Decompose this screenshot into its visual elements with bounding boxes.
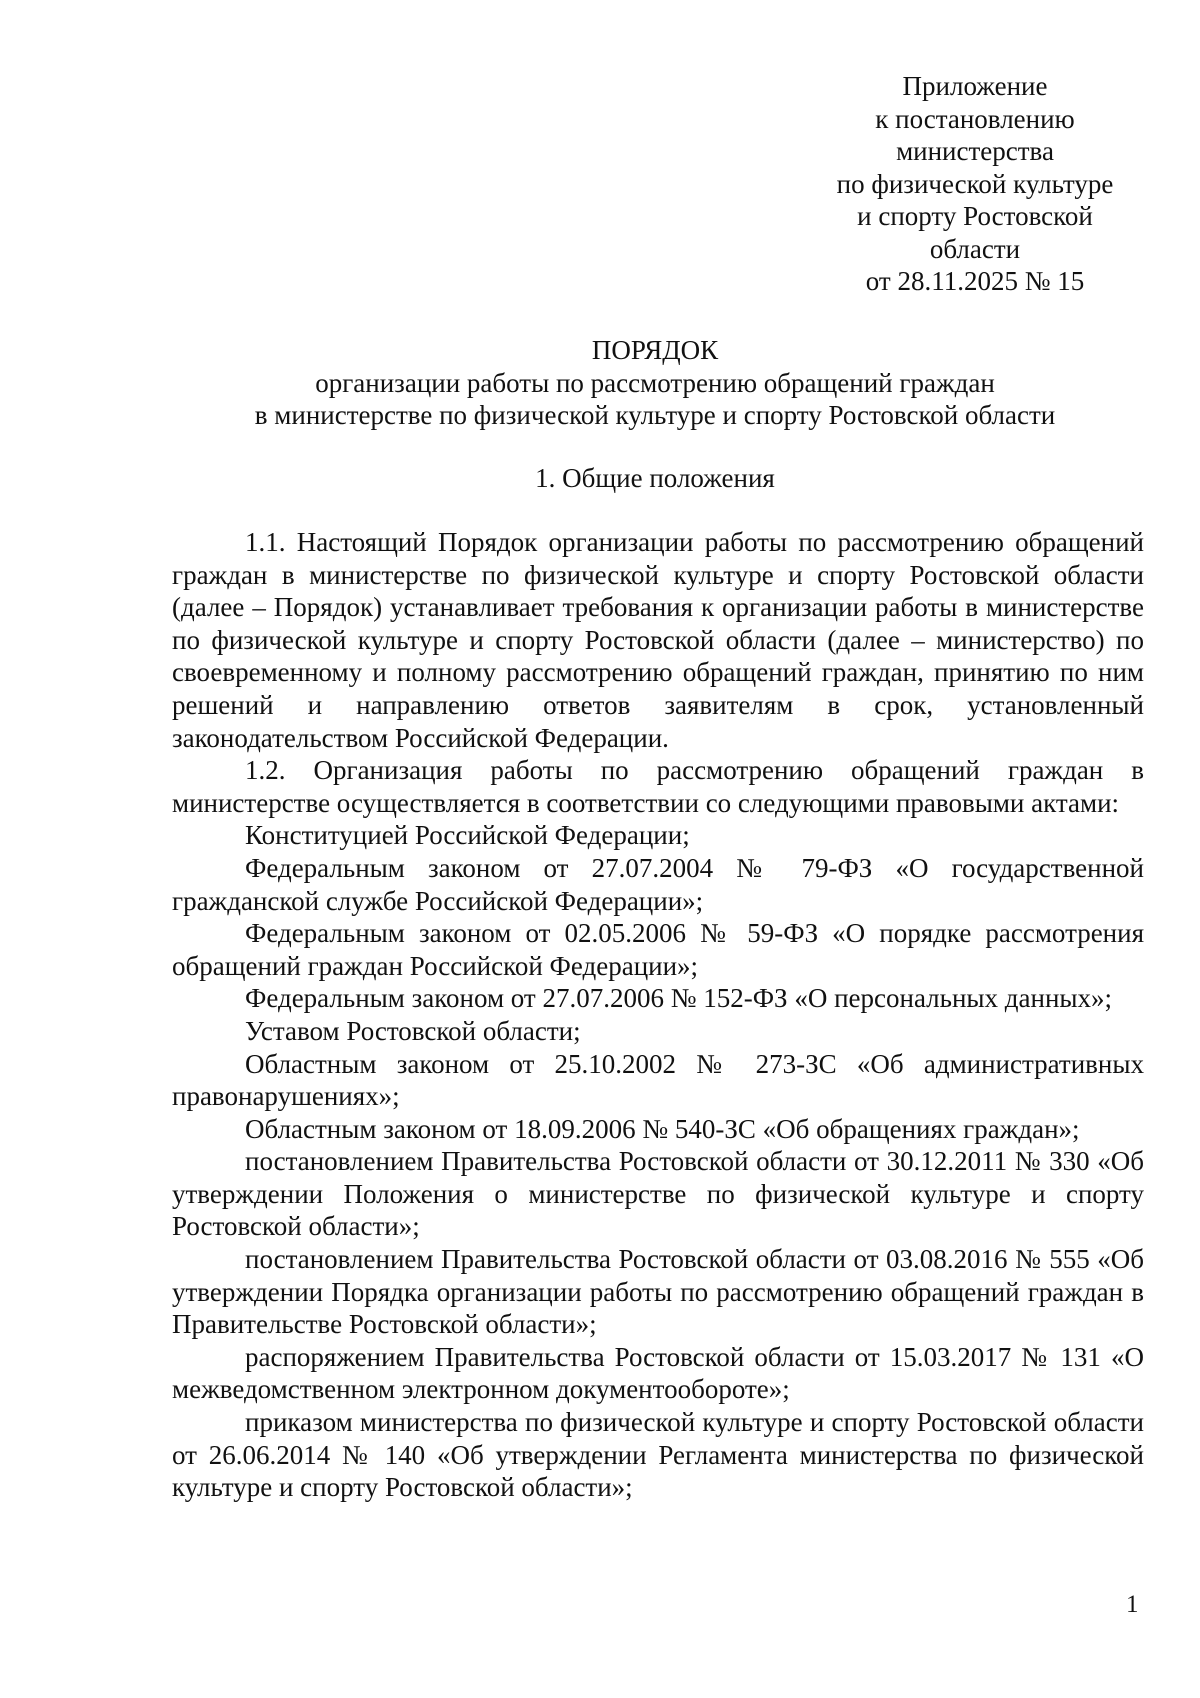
paragraph: 1.2. Организация работы по рассмотрению обращений граждан в министерстве осуществляется в соответствии со следующими правовыми актами: xyxy=(172,755,1144,818)
paragraph: Федеральным законом от 27.07.2004 № 79-ФЗ «О государственной гражданской службе Российской Федерации»; xyxy=(172,852,1144,916)
section-heading: 1. Общие положения xyxy=(535,463,775,493)
appendix-line: Приложение xyxy=(902,71,1048,101)
paragraph: 1.1. Настоящий Порядок организации работы по рассмотрению обращений граждан в министерстве по физической культуре и спорту Ростовской области (далее – Порядок) устанавливает требования к организации работы в министерстве по физической культуре и спорту Ростовской области (далее – министерство) по своевременному и полному рассмотрению обращений граждан, принятию по ним решений и направлению ответов заявителям в срок, установленный законодательством Российской Федерации. xyxy=(172,527,1144,753)
appendix-block xyxy=(820,70,1130,298)
appendix-line: министерства xyxy=(896,136,1054,166)
appendix-line: области xyxy=(929,233,1021,264)
title-heading: ПОРЯДОК xyxy=(591,335,719,365)
paragraph: постановлением Правительства Ростовской области от 03.08.2016 № 555 «Об утверждении Порядка организации работы по рассмотрению обращений граждан в Правительстве Ростовской области»; xyxy=(172,1244,1144,1340)
title-line: в министерстве по физической культуре и спорту Ростовской области xyxy=(254,400,1056,430)
appendix-line: по физической культуре xyxy=(836,168,1114,199)
paragraph: Федеральным законом от 02.05.2006 № 59-ФЗ «О порядке рассмотрения обращений граждан Российской Федерации»; xyxy=(172,918,1144,981)
appendix-line: и спорту Ростовской xyxy=(857,201,1093,231)
appendix-date-number: от 28.11.2025 № 15 xyxy=(865,266,1085,296)
paragraph: Конституцией Российской Федерации; xyxy=(245,820,690,851)
paragraph: приказом министерства по физической культуре и спорту Ростовской области от 26.06.2014 № 140 «Об утверждении Регламента министерства по физической культуре и спорту Ростовской области»; xyxy=(172,1407,1144,1503)
appendix-line: к постановлению xyxy=(875,103,1075,134)
paragraph: Уставом Ростовской области; xyxy=(245,1015,581,1046)
document-body xyxy=(172,526,1144,1504)
paragraph: Областным законом от 25.10.2002 № 273-ЗС «Об административных правонарушениях»; xyxy=(172,1048,1144,1112)
title-line: организации работы по рассмотрению обращений граждан xyxy=(315,367,995,398)
paragraph: Федеральным законом от 27.07.2006 № 152-ФЗ «О персональных данных»; xyxy=(245,983,1113,1014)
paragraph: Областным законом от 18.09.2006 № 540-ЗС «Об обращениях граждан»; xyxy=(245,1113,1080,1144)
paragraph: постановлением Правительства Ростовской области от 30.12.2011 № 330 «Об утверждении Положения о министерстве по физической культуре и спорту Ростовской области»; xyxy=(172,1146,1144,1242)
paragraph: распоряжением Правительства Ростовской области от 15.03.2017 № 131 «О межведомственном электронном документообороте»; xyxy=(172,1341,1144,1405)
document-title xyxy=(160,334,1150,432)
page-number: 1 xyxy=(1126,1591,1139,1618)
